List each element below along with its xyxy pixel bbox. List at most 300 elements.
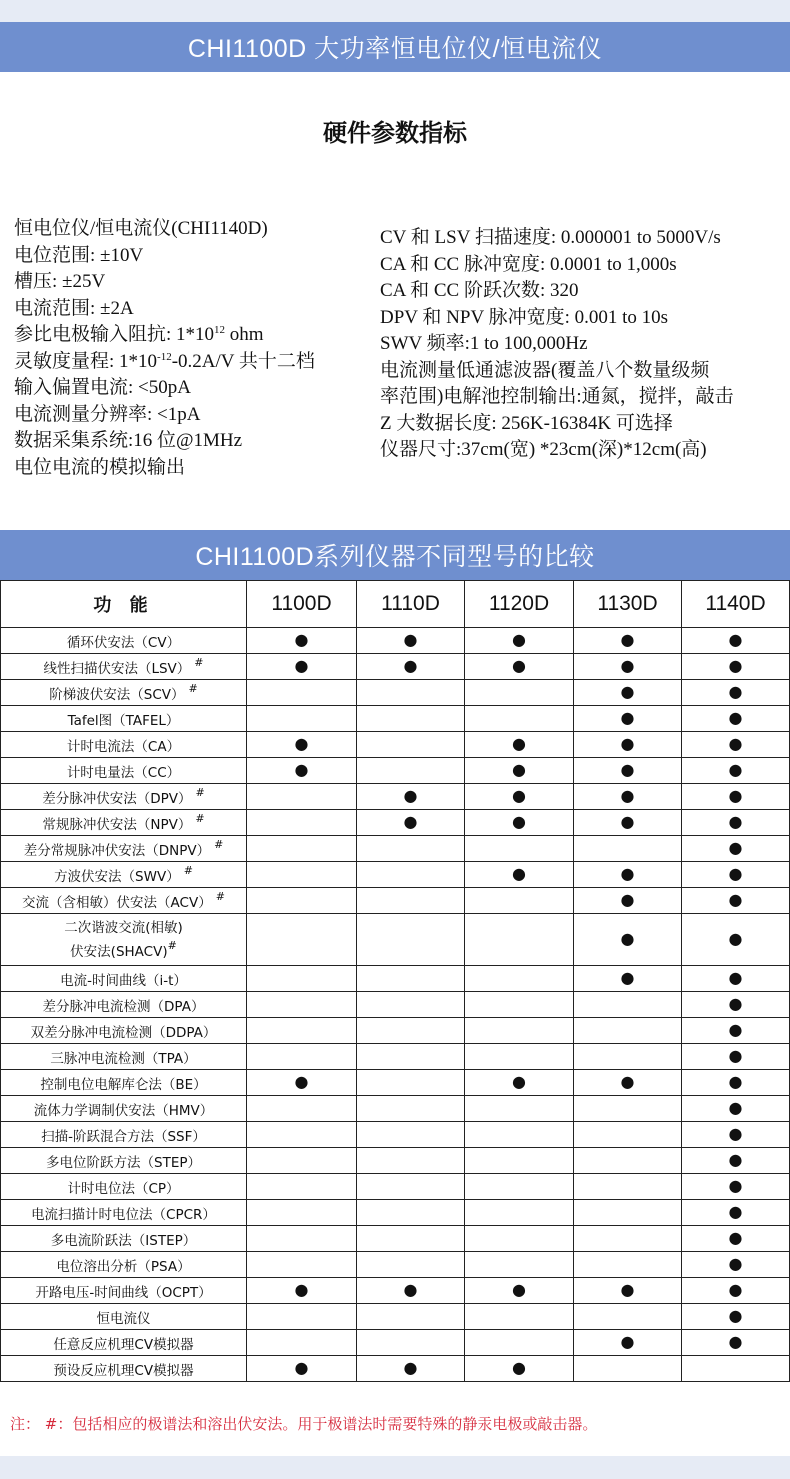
support-cell	[682, 758, 790, 784]
comparison-banner	[0, 530, 790, 580]
table-row	[1, 1070, 790, 1096]
support-cell	[357, 1018, 465, 1044]
table-row	[1, 1044, 790, 1070]
supported-mark: ●	[403, 786, 418, 805]
supported-mark: ●	[728, 1046, 743, 1065]
support-cell	[682, 992, 790, 1018]
footnote-marker: #	[167, 938, 177, 952]
support-cell	[465, 784, 574, 810]
supported-mark: ●	[512, 786, 526, 805]
support-cell	[465, 1018, 574, 1044]
support-cell	[465, 1096, 574, 1122]
supported-mark: ●	[728, 708, 743, 727]
function-name: 计时电量法（CC）	[1, 758, 247, 784]
supported-mark: ●	[728, 760, 743, 779]
spec-line: 槽压: ±25V	[14, 271, 106, 292]
supported-mark: ●	[294, 630, 309, 649]
table-row	[1, 706, 790, 732]
supported-mark: ●	[620, 864, 635, 883]
function-name: 电流-时间曲线（i-t）	[1, 966, 247, 992]
spec-list-right	[380, 225, 785, 464]
support-cell	[357, 1330, 465, 1356]
supported-mark: ●	[728, 1202, 743, 1221]
footnote-marker: #	[215, 889, 225, 903]
support-cell	[574, 1304, 682, 1330]
function-name: 方波伏安法（SWV） #	[1, 862, 247, 888]
support-cell	[574, 1226, 682, 1252]
support-cell	[357, 992, 465, 1018]
table-row	[1, 1122, 790, 1148]
support-cell	[465, 1174, 574, 1200]
spec-line: 电流测量低通滤波器(覆盖八个数量级频	[380, 359, 710, 381]
supported-mark: ●	[512, 864, 526, 883]
support-cell	[465, 628, 574, 654]
header-function: 功 能	[1, 581, 247, 628]
support-cell	[247, 1226, 357, 1252]
function-name: 线性扫描伏安法（LSV） #	[1, 654, 247, 680]
supported-mark: ●	[728, 682, 743, 701]
support-cell	[465, 836, 574, 862]
function-name: 交流（含相敏）伏安法（ACV） #	[1, 888, 247, 914]
supported-mark: ●	[728, 1228, 743, 1247]
support-cell	[357, 1200, 465, 1226]
support-cell	[357, 1070, 465, 1096]
supported-mark: ●	[294, 656, 309, 675]
footnote-marker: #	[194, 655, 204, 669]
support-cell	[682, 1226, 790, 1252]
support-cell	[465, 1044, 574, 1070]
support-cell	[357, 810, 465, 836]
support-cell	[682, 1096, 790, 1122]
support-cell	[357, 1252, 465, 1278]
support-cell	[574, 654, 682, 680]
support-cell	[247, 680, 357, 706]
header-model: 1120D	[465, 581, 574, 628]
support-cell	[357, 914, 465, 966]
support-cell	[465, 758, 574, 784]
comparison-body	[1, 628, 790, 1382]
support-cell	[574, 1044, 682, 1070]
supported-mark: ●	[728, 1306, 743, 1325]
support-cell	[574, 706, 682, 732]
support-cell	[465, 1304, 574, 1330]
spec-line: CA 和 CC 阶跃次数: 320	[380, 280, 579, 301]
header-model: 1130D	[574, 581, 682, 628]
function-name: Tafel图（TAFEL）	[1, 706, 247, 732]
support-cell	[682, 1122, 790, 1148]
supported-mark: ●	[512, 630, 526, 649]
supported-mark: ●	[728, 1098, 743, 1117]
spec-line: 率范围)电解池控制输出:通氮，搅拌，敲击	[380, 386, 734, 407]
supported-mark: ●	[620, 968, 635, 987]
support-cell	[247, 654, 357, 680]
table-row	[1, 914, 790, 966]
spec-line: Z 大数据长度: 256K-16384K 可选择	[380, 412, 673, 434]
supported-mark: ●	[620, 682, 635, 701]
support-cell	[465, 966, 574, 992]
table-row	[1, 680, 790, 706]
support-cell	[357, 1278, 465, 1304]
support-cell	[682, 706, 790, 732]
support-cell	[465, 1278, 574, 1304]
support-cell	[682, 1148, 790, 1174]
table-header-row	[1, 581, 790, 628]
header-model: 1100D	[247, 581, 357, 628]
support-cell	[682, 1018, 790, 1044]
spec-line: 输入偏置电流: <50pA	[14, 377, 191, 398]
supported-mark: ●	[620, 1332, 635, 1351]
supported-mark: ●	[403, 1358, 418, 1377]
spec-line: 电流测量分辨率: <1pA	[14, 403, 201, 425]
support-cell	[682, 914, 790, 966]
support-cell	[465, 1148, 574, 1174]
product-title: CHI1100D 大功率恒电位仪/恒电流仪	[187, 35, 603, 63]
supported-mark: ●	[728, 630, 743, 649]
supported-mark: ●	[294, 1072, 309, 1091]
support-cell	[465, 862, 574, 888]
supported-mark: ●	[728, 656, 743, 675]
table-row	[1, 784, 790, 810]
support-cell	[574, 1200, 682, 1226]
table-row	[1, 1356, 790, 1382]
support-cell	[574, 1018, 682, 1044]
function-name: 控制电位电解库仑法（BE）	[1, 1070, 247, 1096]
function-name: 电流扫描计时电位法（CPCR）	[1, 1200, 247, 1226]
support-cell	[357, 1044, 465, 1070]
support-cell	[465, 1200, 574, 1226]
support-cell	[465, 1330, 574, 1356]
support-cell	[574, 810, 682, 836]
supported-mark: ●	[403, 812, 418, 831]
supported-mark: ●	[728, 1280, 743, 1299]
spec-line: DPV 和 NPV 脉冲宽度: 0.001 to 10s	[380, 306, 669, 328]
table-row	[1, 654, 790, 680]
support-cell	[247, 914, 357, 966]
function-name: 开路电压-时间曲线（OCPT）	[1, 1278, 247, 1304]
supported-mark: ●	[728, 994, 743, 1013]
support-cell	[357, 758, 465, 784]
support-cell	[682, 628, 790, 654]
spec-list-left	[14, 216, 374, 481]
supported-mark: ●	[620, 708, 635, 727]
table-row	[1, 1200, 790, 1226]
supported-mark: ●	[728, 734, 743, 753]
table-row	[1, 1278, 790, 1304]
supported-mark: ●	[512, 656, 526, 675]
spec-line: 数据采集系统:16 位@1MHz	[14, 430, 243, 451]
support-cell	[247, 1070, 357, 1096]
supported-mark: ●	[512, 1280, 526, 1299]
bottom-band	[0, 1456, 790, 1479]
supported-mark: ●	[728, 812, 743, 831]
function-name: 差分脉冲伏安法（DPV） #	[1, 784, 247, 810]
support-cell	[574, 1252, 682, 1278]
support-cell	[247, 732, 357, 758]
support-cell	[247, 862, 357, 888]
support-cell	[247, 1122, 357, 1148]
supported-mark: ●	[403, 630, 418, 649]
table-row	[1, 888, 790, 914]
supported-mark: ●	[620, 656, 635, 675]
footnote-marker: #	[214, 837, 224, 851]
function-name: 三脉冲电流检测（TPA）	[1, 1044, 247, 1070]
support-cell	[247, 1018, 357, 1044]
support-cell	[465, 1122, 574, 1148]
spec-line: CV 和 LSV 扫描速度: 0.000001 to 5000V/s	[380, 227, 721, 248]
table-row	[1, 966, 790, 992]
support-cell	[574, 758, 682, 784]
table-row	[1, 1304, 790, 1330]
support-cell	[682, 1044, 790, 1070]
supported-mark: ●	[294, 760, 309, 779]
support-cell	[465, 732, 574, 758]
supported-mark: ●	[728, 786, 743, 805]
support-cell	[247, 1200, 357, 1226]
support-cell	[682, 1200, 790, 1226]
table-row	[1, 1018, 790, 1044]
function-name: 常规脉冲伏安法（NPV） #	[1, 810, 247, 836]
support-cell	[247, 1252, 357, 1278]
header-model: 1110D	[357, 581, 465, 628]
spec-line: 电位范围: ±10V	[14, 244, 144, 266]
footnote-marker: #	[183, 863, 193, 877]
support-cell	[247, 628, 357, 654]
function-name: 计时电位法（CP）	[1, 1174, 247, 1200]
support-cell	[247, 1096, 357, 1122]
support-cell	[682, 888, 790, 914]
support-cell	[465, 1356, 574, 1382]
table-row	[1, 1174, 790, 1200]
support-cell	[574, 1356, 682, 1382]
support-cell	[247, 1356, 357, 1382]
supported-mark: ●	[620, 890, 635, 909]
function-name: 二次谐波交流(相敏) 伏安法(SHACV)#	[1, 914, 247, 966]
spec-line: CA 和 CC 脉冲宽度: 0.0001 to 1,000s	[380, 253, 677, 275]
supported-mark: ●	[620, 760, 635, 779]
function-name: 差分脉冲电流检测（DPA）	[1, 992, 247, 1018]
supported-mark: ●	[728, 1020, 743, 1039]
function-name: 多电位阶跃方法（STEP）	[1, 1148, 247, 1174]
function-name: 恒电流仪	[1, 1304, 247, 1330]
support-cell	[574, 1174, 682, 1200]
support-cell	[357, 654, 465, 680]
support-cell	[465, 1226, 574, 1252]
supported-mark: ●	[620, 1072, 635, 1091]
support-cell	[574, 914, 682, 966]
support-cell	[247, 836, 357, 862]
supported-mark: ●	[620, 1280, 635, 1299]
supported-mark: ●	[512, 760, 526, 779]
support-cell	[682, 810, 790, 836]
support-cell	[682, 1252, 790, 1278]
support-cell	[247, 966, 357, 992]
support-cell	[247, 992, 357, 1018]
supported-mark: ●	[294, 1280, 309, 1299]
supported-mark: ●	[294, 734, 309, 753]
table-row	[1, 1148, 790, 1174]
support-cell	[357, 628, 465, 654]
support-cell	[682, 1174, 790, 1200]
table-row	[1, 836, 790, 862]
table-row	[1, 1330, 790, 1356]
support-cell	[682, 732, 790, 758]
support-cell	[357, 680, 465, 706]
support-cell	[574, 628, 682, 654]
function-name: 循环伏安法（CV）	[1, 628, 247, 654]
support-cell	[465, 706, 574, 732]
function-name: 预设反应机理CV模拟器	[1, 1356, 247, 1382]
supported-mark: ●	[512, 1072, 526, 1091]
spec-line: 参比电极输入阻抗: $1*10^{12}$ ohm	[14, 324, 264, 345]
support-cell	[682, 862, 790, 888]
supported-mark: ●	[620, 928, 635, 948]
table-row	[1, 1096, 790, 1122]
support-cell	[247, 1044, 357, 1070]
footnote: 注： #：包括相应的极谱法和溶出伏安法。用于极谱法时需要特殊的静汞电极或敲击器。	[10, 1415, 598, 1433]
support-cell	[357, 836, 465, 862]
spec-line: 恒电位仪/恒电流仪(CHI1140D)	[14, 218, 268, 239]
spec-line: 电流范围: ±2A	[14, 297, 134, 319]
supported-mark: ●	[728, 1072, 743, 1091]
support-cell	[357, 1096, 465, 1122]
comparison-title: CHI1100D系列仪器不同型号的比较	[195, 543, 595, 571]
function-name: 阶梯波伏安法（SCV） #	[1, 680, 247, 706]
support-cell	[682, 1278, 790, 1304]
function-name: 多电流阶跃法（ISTEP）	[1, 1226, 247, 1252]
support-cell	[682, 1330, 790, 1356]
support-cell	[357, 862, 465, 888]
support-cell	[574, 966, 682, 992]
footnote-marker: #	[195, 785, 205, 799]
supported-mark: ●	[728, 928, 743, 948]
support-cell	[574, 732, 682, 758]
support-cell	[357, 1174, 465, 1200]
supported-mark: ●	[728, 890, 743, 909]
supported-mark: ●	[728, 1254, 743, 1273]
support-cell	[574, 888, 682, 914]
support-cell	[574, 862, 682, 888]
table-row	[1, 1252, 790, 1278]
support-cell	[465, 992, 574, 1018]
support-cell	[574, 1148, 682, 1174]
support-cell	[574, 680, 682, 706]
supported-mark: ●	[620, 630, 635, 649]
support-cell	[574, 836, 682, 862]
support-cell	[357, 1356, 465, 1382]
function-name: 任意反应机理CV模拟器	[1, 1330, 247, 1356]
table-row	[1, 1226, 790, 1252]
support-cell	[465, 654, 574, 680]
supported-mark: ●	[620, 734, 635, 753]
table-row	[1, 862, 790, 888]
support-cell	[682, 1304, 790, 1330]
spec-line: 电位电流的模拟输出	[14, 456, 186, 478]
support-cell	[574, 1122, 682, 1148]
supported-mark: ●	[728, 1332, 743, 1351]
support-cell	[247, 1304, 357, 1330]
footnote-marker: #	[195, 811, 205, 825]
support-cell	[465, 680, 574, 706]
function-name: 扫描-阶跃混合方法（SSF）	[1, 1122, 247, 1148]
function-name: 差分常规脉冲伏安法（DNPV） #	[1, 836, 247, 862]
support-cell	[247, 1174, 357, 1200]
support-cell	[682, 836, 790, 862]
table-row	[1, 732, 790, 758]
spec-line: 仪器尺寸:37cm(宽) *23cm(深)*12cm(高)	[380, 439, 707, 460]
support-cell	[357, 1304, 465, 1330]
supported-mark: ●	[620, 786, 635, 805]
support-cell	[682, 1070, 790, 1096]
function-name: 双差分脉冲电流检测（DDPA）	[1, 1018, 247, 1044]
supported-mark: ●	[512, 812, 526, 831]
support-cell	[574, 1278, 682, 1304]
function-name: 计时电流法（CA）	[1, 732, 247, 758]
support-cell	[357, 706, 465, 732]
support-cell	[465, 914, 574, 966]
spec-line: SWV 频率:1 to 100,000Hz	[380, 333, 588, 354]
support-cell	[247, 888, 357, 914]
table-row	[1, 992, 790, 1018]
support-cell	[247, 706, 357, 732]
support-cell	[247, 1330, 357, 1356]
support-cell	[682, 680, 790, 706]
support-cell	[682, 966, 790, 992]
supported-mark: ●	[403, 1280, 418, 1299]
support-cell	[247, 1148, 357, 1174]
supported-mark: ●	[728, 1124, 743, 1143]
support-cell	[357, 1122, 465, 1148]
table-row	[1, 628, 790, 654]
header-model: 1140D	[682, 581, 790, 628]
function-name: 流体力学调制伏安法（HMV）	[1, 1096, 247, 1122]
support-cell	[574, 1330, 682, 1356]
support-cell	[682, 1356, 790, 1382]
support-cell	[247, 784, 357, 810]
support-cell	[682, 784, 790, 810]
supported-mark: ●	[512, 734, 526, 753]
supported-mark: ●	[728, 968, 743, 987]
support-cell	[247, 1278, 357, 1304]
supported-mark: ●	[403, 656, 418, 675]
supported-mark: ●	[728, 1150, 743, 1169]
top-band	[0, 0, 790, 22]
support-cell	[574, 1070, 682, 1096]
support-cell	[247, 758, 357, 784]
support-cell	[465, 1070, 574, 1096]
footnote-marker: #	[188, 681, 198, 695]
support-cell	[357, 888, 465, 914]
support-cell	[682, 654, 790, 680]
supported-mark: ●	[728, 838, 743, 857]
support-cell	[357, 966, 465, 992]
comparison-table	[0, 580, 790, 1382]
table-row	[1, 758, 790, 784]
support-cell	[357, 1148, 465, 1174]
support-cell	[574, 784, 682, 810]
spec-line: 灵敏度量程: $1*10^{-12}-0.2A/V$ 共十二档	[14, 350, 315, 372]
support-cell	[357, 1226, 465, 1252]
table-row	[1, 810, 790, 836]
product-banner	[0, 22, 790, 72]
support-cell	[574, 992, 682, 1018]
hardware-title: 硬件参数指标	[323, 119, 467, 147]
support-cell	[574, 1096, 682, 1122]
supported-mark: ●	[728, 1176, 743, 1195]
supported-mark: ●	[620, 812, 635, 831]
support-cell	[247, 810, 357, 836]
support-cell	[465, 1252, 574, 1278]
support-cell	[465, 888, 574, 914]
